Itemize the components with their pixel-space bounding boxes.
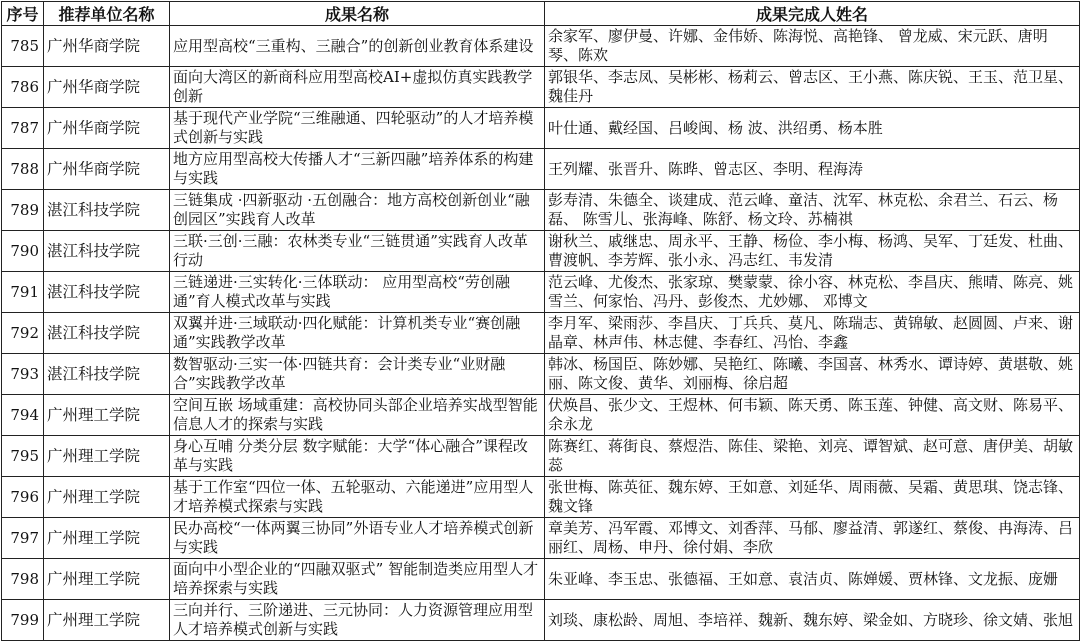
cell-unit: 广州理工学院	[44, 600, 170, 641]
cell-names: 陈赛红、蒋街良、蔡煜浩、陈佳、梁艳、刘亮、谭智斌、赵可意、唐伊美、胡敏蕊	[545, 436, 1080, 477]
cell-no: 787	[2, 108, 44, 149]
table-row	[2, 559, 1080, 600]
cell-no: 786	[2, 67, 44, 108]
cell-title: 应用型高校“三重构、三融合”的创新创业教育体系建设	[170, 26, 545, 67]
cell-no: 794	[2, 395, 44, 436]
cell-no: 793	[2, 354, 44, 395]
cell-unit: 广州华商学院	[44, 26, 170, 67]
cell-no: 790	[2, 231, 44, 272]
cell-title: 三链递进·三实转化·三体联动： 应用型高校“劳创融通”育人模式改革与实践	[170, 272, 545, 313]
header-row	[2, 2, 1080, 26]
cell-no: 798	[2, 559, 44, 600]
cell-unit: 广州理工学院	[44, 395, 170, 436]
cell-names: 范云峰、尤俊杰、张家琼、樊蒙蒙、徐小容、林克松、李昌庆、熊晴、陈亮、姚雪兰、何家怡、冯丹、彭俊杰、尤妙娜、 邓博文	[545, 272, 1080, 313]
header-unit: 推荐单位名称	[44, 2, 170, 26]
cell-no: 785	[2, 26, 44, 67]
table-row	[2, 231, 1080, 272]
table-row	[2, 108, 1080, 149]
table-row	[2, 190, 1080, 231]
cell-names: 叶仕通、戴经国、吕峻闽、杨 波、洪绍勇、杨本胜	[545, 108, 1080, 149]
cell-names: 韩冰、杨国臣、陈妙娜、吴艳红、陈曦、李国喜、林秀水、谭诗婷、黄堪敬、姚丽、陈文俊、黄华、刘丽梅、徐启超	[545, 354, 1080, 395]
cell-unit: 湛江科技学院	[44, 354, 170, 395]
table-body	[2, 26, 1080, 641]
cell-names: 章美芳、冯军霞、邓博文、刘香萍、马郁、廖益清、郭遂红、蔡俊、冉海涛、吕丽红、周杨、申丹、徐付娟、李欣	[545, 518, 1080, 559]
cell-no: 797	[2, 518, 44, 559]
table-row	[2, 436, 1080, 477]
table-row	[2, 477, 1080, 518]
table-row	[2, 354, 1080, 395]
cell-unit: 广州理工学院	[44, 436, 170, 477]
cell-no: 788	[2, 149, 44, 190]
cell-no: 789	[2, 190, 44, 231]
cell-no: 791	[2, 272, 44, 313]
cell-title: 三链集成 ·四新驱动 ·五创融合：地方高校创新创业“融创园区”实践育人改革	[170, 190, 545, 231]
header-title: 成果名称	[170, 2, 545, 26]
cell-title: 双翼并进·三域联动·四化赋能：计算机类专业“赛创融通”实践教学改革	[170, 313, 545, 354]
cell-unit: 湛江科技学院	[44, 231, 170, 272]
cell-title: 三联·三创·三融：农林类专业“三链贯通”实践育人改革行动	[170, 231, 545, 272]
cell-unit: 广州理工学院	[44, 518, 170, 559]
header-names: 成果完成人姓名	[545, 2, 1080, 26]
cell-unit: 广州华商学院	[44, 149, 170, 190]
table-row	[2, 67, 1080, 108]
cell-names: 伏焕昌、张少文、王煜林、何韦颖、陈天勇、陈玉莲、钟健、高文财、陈易平、余永龙	[545, 395, 1080, 436]
table-row	[2, 26, 1080, 67]
cell-title: 数智驱动·三实一体·四链共育：会计类专业“业财融合”实践教学改革	[170, 354, 545, 395]
cell-title: 基于工作室“四位一体、五轮驱动、六能递进”应用型人才培养模式探索与实践	[170, 477, 545, 518]
cell-no: 792	[2, 313, 44, 354]
cell-title: 三向并行、三阶递进、三元协同：人力资源管理应用型人才培养模式创新与实践	[170, 600, 545, 641]
table-row	[2, 395, 1080, 436]
cell-title: 面向中小型企业的“四融双驱式” 智能制造类应用型人才培养探索与实践	[170, 559, 545, 600]
cell-title: 面向大湾区的新商科应用型高校AI+虚拟仿真实践教学创新	[170, 67, 545, 108]
cell-no: 795	[2, 436, 44, 477]
cell-names: 刘琰、康松龄、周旭、李培祥、魏新、魏东婷、梁金如、方晓珍、徐文婧、张旭	[545, 600, 1080, 641]
table-row	[2, 518, 1080, 559]
cell-title: 地方应用型高校大传播人才“三新四融”培养体系的构建与实践	[170, 149, 545, 190]
cell-unit: 湛江科技学院	[44, 272, 170, 313]
cell-names: 余家军、廖伊曼、许娜、金伟娇、陈海悦、高艳锋、 曾龙威、宋元跃、唐明琴、陈欢	[545, 26, 1080, 67]
cell-names: 张世梅、陈英征、魏东婷、王如意、刘延华、周雨薇、吴霜、黄思琪、饶志锋、魏文锋	[545, 477, 1080, 518]
cell-title: 空间互嵌 场域重建：高校协同头部企业培养实战型智能信息人才的探索与实践	[170, 395, 545, 436]
cell-unit: 广州理工学院	[44, 559, 170, 600]
cell-names: 王列耀、张晋升、陈晔、曾志区、李明、程海涛	[545, 149, 1080, 190]
cell-unit: 广州华商学院	[44, 108, 170, 149]
cell-names: 谢秋兰、戚继忠、周永平、王静、杨俭、李小梅、杨鸿、吴军、丁廷发、杜曲、曹渡帆、李芳辉、张小永、冯志红、韦发清	[545, 231, 1080, 272]
table-row	[2, 272, 1080, 313]
header-no: 序号	[2, 2, 44, 26]
cell-unit: 广州理工学院	[44, 477, 170, 518]
cell-names: 郭银华、李志凤、吴彬彬、杨莉云、曾志区、王小燕、陈庆锐、王玉、范卫星、魏佳丹	[545, 67, 1080, 108]
cell-no: 796	[2, 477, 44, 518]
cell-names: 朱亚峰、李玉忠、张德福、王如意、袁洁贞、陈婵媛、贾林锋、文龙振、庞姗	[545, 559, 1080, 600]
cell-unit: 湛江科技学院	[44, 313, 170, 354]
cell-names: 李月军、梁雨莎、李昌庆、丁兵兵、莫凡、陈瑞志、黄锦敏、赵圆圆、卢来、谢晶章、林声伟、林志健、李春红、冯怡、李鑫	[545, 313, 1080, 354]
cell-names: 彭寿清、朱德全、谈建成、范云峰、童洁、沈军、林克松、余君兰、石云、杨磊、 陈雪儿、张海峰、陈舒、杨文玲、苏楠祺	[545, 190, 1080, 231]
table-row	[2, 149, 1080, 190]
table-row	[2, 600, 1080, 641]
cell-no: 799	[2, 600, 44, 641]
cell-title: 身心互哺 分类分层 数字赋能：大学“体心融合”课程改革与实践	[170, 436, 545, 477]
achievements-table	[1, 1, 1080, 641]
cell-title: 基于现代产业学院“三维融通、四轮驱动”的人才培养模式创新与实践	[170, 108, 545, 149]
cell-title: 民办高校“一体两翼三协同”外语专业人才培养模式创新与实践	[170, 518, 545, 559]
cell-unit: 湛江科技学院	[44, 190, 170, 231]
cell-unit: 广州华商学院	[44, 67, 170, 108]
table-row	[2, 313, 1080, 354]
